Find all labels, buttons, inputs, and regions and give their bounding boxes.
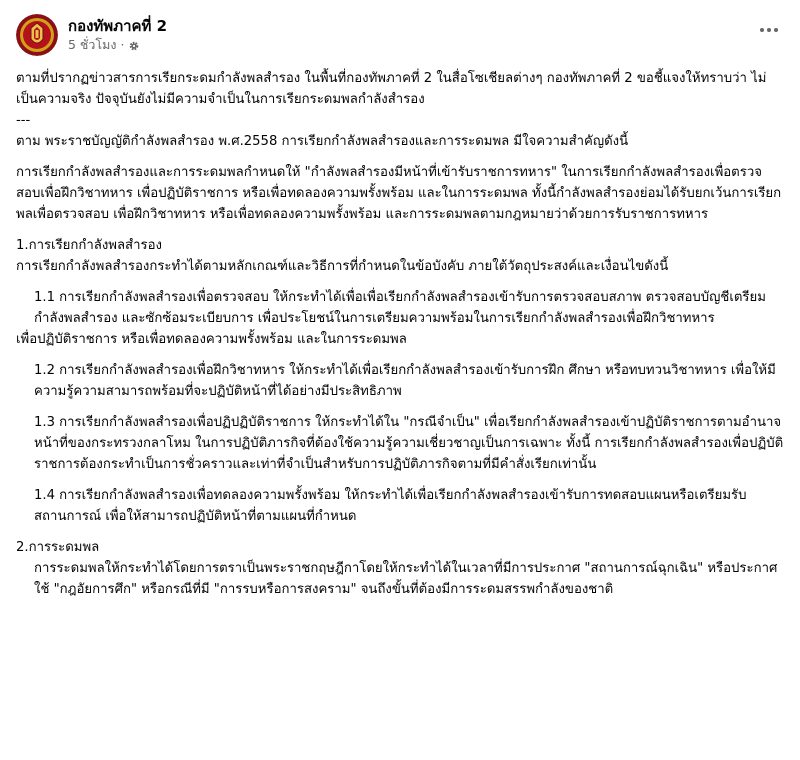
avatar[interactable]: [16, 14, 58, 56]
section-1-body: การเรียกกำลังพลสำรองกระทำได้ตามหลักเกณฑ์และวิธีการที่กำหนดในข้อบังคับ ภายใต้วัตถุประสงค์และเงื่อนไขดังนี้: [16, 259, 669, 274]
divider-text: ---: [16, 113, 31, 128]
section-1-title: 1.การเรียกกำลังพลสำรอง: [16, 238, 162, 253]
gear-icon[interactable]: [128, 39, 140, 51]
section-1-4: 1.4 การเรียกกำลังพลสำรองเพื่อทดลองความพรั้งพร้อม ให้กระทำได้เพื่อเรียกกำลังพลสำรองเข้ารับการทดสอบแผนหรือเตรียมรับสถานการณ์ เพื่อให้สามารถปฏิบัติหน้าที่ตามแผนที่กำหนด: [34, 488, 747, 524]
section-1-2: 1.2 การเรียกกำลังพลสำรองเพื่อฝึกวิชาทหาร ให้กระทำได้เพื่อเรียกกำลังพลสำรองเข้ารับการฝึก ศึกษา หรือทบทวนวิชาทหาร เพื่อให้มีความรู้ความสามารถพร้อมที่จะปฏิบัติหน้าที่ได้อย่างมีประสิทธิภาพ: [34, 363, 776, 399]
page-name[interactable]: กองทัพภาคที่ 2: [68, 17, 168, 35]
timestamp-row: [68, 36, 167, 54]
section-1-1: 1.1 การเรียกกำลังพลสำรองเพื่อตรวจสอบ ให้กระทำได้เพื่อเพื่อเรียกกำลังพลสำรองเข้ารับการตรวจสอบสภาพ ตรวจสอบบัญชีเตรียมกำลังพลสำรอง และซักซ้อมระเบียบการ เพื่อประโยชน์ในการเตรียมความพร้อมในการเรียกกำลังพลสำรองเพื่อฝึกวิชาทหาร: [34, 290, 766, 326]
overview-paragraph: การเรียกกำลังพลสำรองและการระดมพลกำหนดให้ "กำลังพลสำรองมีหน้าที่เข้ารับราชการทหาร" ในการเรียกกำลังพลสำรองเพื่อตรวจสอบเพื่อฝึกวิชาทหาร เพื่อปฏิบัติราชการ หรือเพื่อทดลองความพรั้งพร้อม และในการระดมพล ทั้งนี้กำลังพลสำรองย่อมได้รับยกเว้นการเรียกพลเพื่อตรวจสอบ เพื่อฝึกวิชาทหาร หรือเพื่อทดลองความพรั้งพร้อม และการระดมพลตามกฎหมายว่าด้วยการรับราชการทหาร: [16, 165, 782, 222]
act-paragraph: ตาม พระราชบัญญัติกำลังพลสำรอง พ.ศ.2558 การเรียกกำลังพลสำรองและการระดมพล มีใจความสำคัญดังนี้: [16, 134, 629, 149]
section-1-3: 1.3 การเรียกกำลังพลสำรองเพื่อปฏิปฏิบัติราชการ ให้กระทำได้ใน "กรณีจำเป็น" เพื่อเรียกกำลังพลสำรองเข้าปฏิบัติราชการตามอำนาจหน้าที่ของกระทรวงกลาโหม ในการปฏิบัติภารกิจที่ต้องใช้ความรู้ความเชี่ยวชาญเป็นการเฉพาะ ทั้งนี้ การเรียกกำลังพลสำรองเพื่อปฏิบัติราชการต้องกระทำเป็นการชั่วคราวและเท่าที่จำเป็นสำหรับการปฏิบัติภารกิจตามที่มีคำสั่งเรียกเท่านั้น: [34, 415, 784, 472]
section-1-1-continued: เพื่อปฏิบัติราชการ หรือเพื่อทดลองความพรั้งพร้อม และในการระดมพล: [16, 332, 407, 347]
post-header: [16, 10, 784, 60]
section-2-body: การระดมพลให้กระทำได้โดยการตราเป็นพระราชกฤษฎีกาโดยให้กระทำได้ในเวลาที่มีการประกาศ "สถานการณ์ฉุกเฉิน" หรือประกาศใช้ "กฎอัยการศึก" หรือกรณีที่มี "การรบหรือการสงคราม" จนถึงขั้นที่ต้องมีการระดมสรรพกำลังของชาติ: [34, 561, 778, 597]
post-time[interactable]: 5 ชั่วโมง: [68, 37, 117, 52]
post-body: [16, 68, 784, 600]
army-emblem-icon: [16, 14, 58, 56]
post-meta: [68, 16, 167, 54]
separator-dot: ·: [120, 37, 125, 52]
section-2-title: 2.การระดมพล: [16, 540, 100, 555]
more-options-icon[interactable]: [752, 18, 786, 42]
intro-paragraph: ตามที่ปรากฏข่าวสารการเรียกระดมกำลังพลสำรอง ในพื้นที่กองทัพภาคที่ 2 ในสื่อโซเชียลต่างๆ กองทัพภาคที่ 2 ขอชี้แจงให้ทราบว่า ไม่เป็นความจริง ปัจจุบันยังไม่มีความจำเป็นในการเรียกระดมพลกำลังสำรอง: [16, 71, 767, 107]
